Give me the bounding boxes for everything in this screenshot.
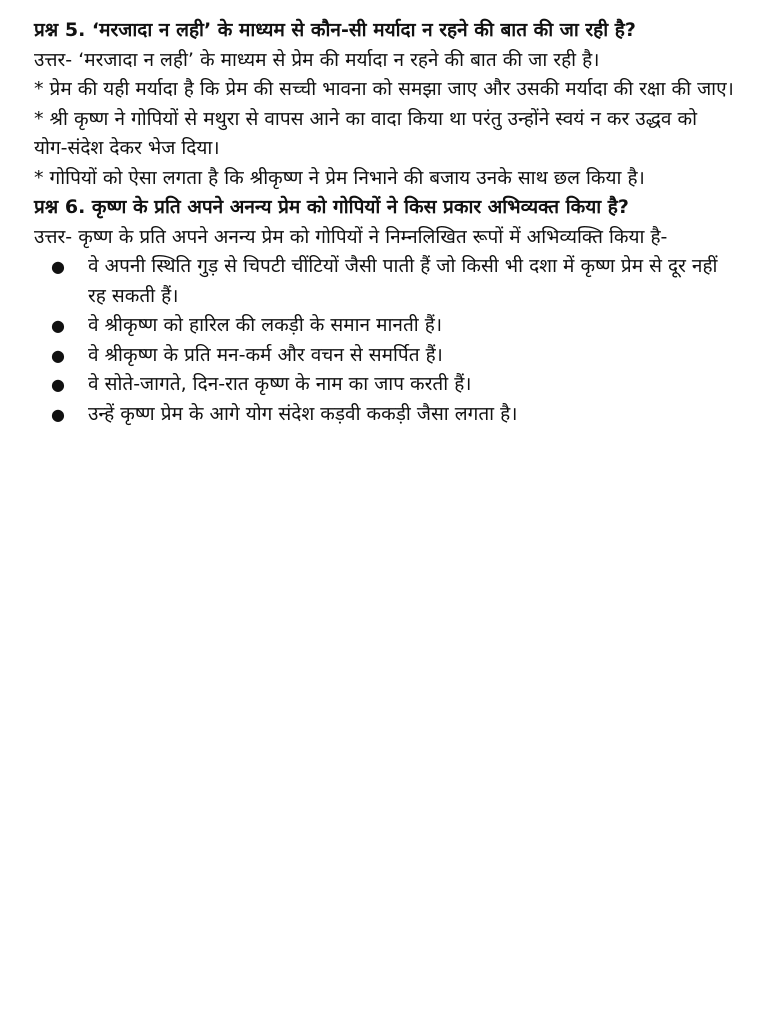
- bullet-icon: ●: [51, 404, 65, 424]
- answer-6-intro: उत्तर- कृष्ण के प्रति अपने अनन्य प्रेम को गोपियों ने निम्नलिखित रूपों में अभिव्यक्ति किया है-: [34, 225, 668, 248]
- bullet-icon: ●: [51, 316, 65, 335]
- list-item: [34, 370, 734, 400]
- list-item-text: वे श्रीकृष्ण के प्रति मन-कर्म और वचन से समर्पित हैं।: [88, 343, 443, 366]
- list-item-text: वे सोते-जागते, दिन-रात कृष्ण के नाम का जाप करती हैं।: [88, 373, 472, 395]
- list-item: [34, 311, 734, 341]
- list-item: [34, 400, 734, 430]
- question-6-heading: प्रश्न 6. कृष्ण के प्रति अपने अनन्य प्रेम को गोपियों ने किस प्रकार अभिव्यक्त किया है?: [34, 196, 629, 218]
- answer-6-bullet-list: [34, 252, 734, 429]
- answer-5-point: * प्रेम की यही मर्यादा है कि प्रेम की सच्ची भावना को समझा जाए और उसकी मर्यादा की रक्षा की जाए।: [34, 78, 734, 100]
- list-item: [34, 252, 734, 311]
- list-item-text: वे श्रीकृष्ण को हारिल की लकड़ी के समान मानती हैं।: [88, 314, 443, 336]
- list-item: [34, 341, 734, 371]
- bullet-icon: ●: [51, 345, 65, 365]
- answer-5-point: * श्री कृष्ण ने गोपियों से मथुरा से वापस आने का वादा किया था परंतु उन्होंने स्वयं न कर उद्धव को योग-संदेश देकर भेज दिया।: [34, 107, 698, 159]
- answer-5-point: * गोपियों को ऐसा लगता है कि श्रीकृष्ण ने प्रेम निभाने की बजाय उनके साथ छल किया है।: [34, 166, 645, 189]
- bullet-icon: ●: [51, 257, 65, 276]
- bullet-icon: ●: [51, 375, 65, 394]
- answer-5-intro: उत्तर- ‘मरजादा न लही’ के माध्यम से प्रेम की मर्यादा न रहने की बात की जा रही है।: [34, 48, 600, 71]
- question-5-heading: प्रश्न 5. ‘मरजादा न लही’ के माध्यम से कौन-सी मर्यादा न रहने की बात की जा रही है?: [34, 19, 636, 41]
- list-item-text: उन्हें कृष्ण प्रेम के आगे योग संदेश कड़वी ककड़ी जैसा लगता है।: [88, 402, 518, 425]
- list-item-text: वे अपनी स्थिति गुड़ से चिपटी चींटियों जैसी पाती हैं जो किसी भी दशा में कृष्ण प्रेम से दूर नहीं रह सकती हैं।: [88, 255, 718, 307]
